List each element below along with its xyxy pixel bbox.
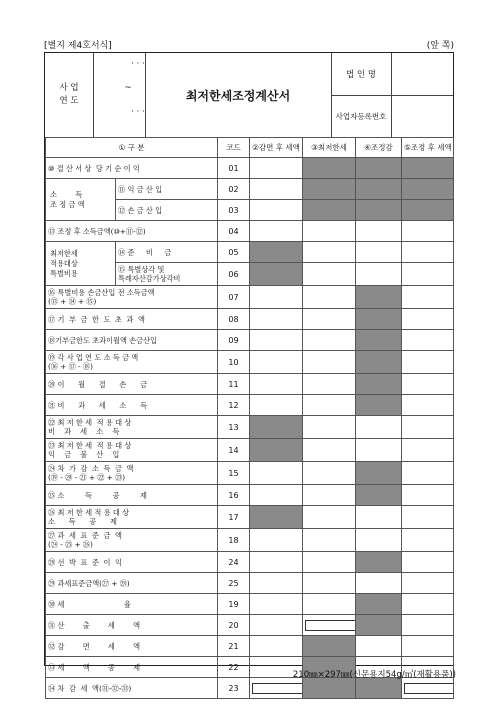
col-item-header: ① 구 분 (46, 138, 218, 158)
row-label: ⑫ 손 금 산 입 (116, 200, 218, 221)
value-cell (356, 200, 402, 221)
value-cell[interactable] (250, 529, 303, 552)
row-label: ㉖ 최 저 한 세 적 용 대 상 소 득 공 제 (46, 506, 218, 529)
row-label: ⑪ 익 금 산 입 (116, 179, 218, 200)
value-cell (356, 179, 402, 200)
value-cell[interactable] (402, 573, 454, 594)
value-cell[interactable] (250, 179, 303, 200)
row-label: ㉗ 과 세 표 준 금 액 (㉔ - ㉕ + ㉖) (46, 529, 218, 552)
table-row (46, 552, 454, 573)
corp-name-label: 법 인 명 (345, 70, 377, 80)
value-cell[interactable] (250, 636, 303, 657)
value-cell (356, 485, 402, 506)
entry-box[interactable] (252, 683, 303, 694)
value-cell[interactable] (303, 309, 356, 330)
value-cell (356, 552, 402, 573)
value-cell[interactable] (250, 485, 303, 506)
value-cell[interactable] (303, 439, 356, 462)
row-label: ㉛ 산 출 세 액 (46, 615, 218, 636)
row-code: 19 (218, 594, 250, 615)
table-row (46, 594, 454, 615)
value-cell[interactable] (402, 529, 454, 552)
value-cell[interactable] (402, 678, 454, 699)
column-header-row (46, 138, 454, 158)
value-cell[interactable] (356, 242, 402, 263)
value-cell[interactable] (303, 395, 356, 416)
row-label: ㉙ 과세표준금액(㉗ + ㉘) (46, 573, 218, 594)
year-start-dots: · · · (131, 59, 145, 69)
value-cell (303, 636, 356, 657)
value-cell[interactable] (303, 221, 356, 242)
value-cell (356, 395, 402, 416)
value-cell[interactable] (356, 221, 402, 242)
value-cell (250, 506, 303, 529)
value-cell (356, 309, 402, 330)
row-label: ⑲ 각 사 업 연 도 소 득 금 액 (⑯ + ⑰ - ⑱) (46, 351, 218, 374)
entry-box[interactable] (404, 683, 454, 694)
value-cell[interactable] (402, 374, 454, 395)
value-cell[interactable] (402, 395, 454, 416)
value-cell[interactable] (250, 594, 303, 615)
value-cell[interactable] (303, 416, 356, 439)
value-cell[interactable] (250, 573, 303, 594)
row-code: 13 (218, 416, 250, 439)
value-cell[interactable] (250, 395, 303, 416)
row-code: 07 (218, 286, 250, 309)
col-adjusted-tax-header: ⑤조정 후 세액 (402, 138, 454, 158)
table-row (46, 395, 454, 416)
value-cell (356, 374, 402, 395)
value-cell[interactable] (303, 286, 356, 309)
value-cell (356, 351, 402, 374)
row-code: 05 (218, 242, 250, 263)
value-cell[interactable] (356, 506, 402, 529)
value-cell (402, 200, 454, 221)
value-cell[interactable] (250, 200, 303, 221)
row-label: ㉘ 선 박 표 준 이 익 (46, 552, 218, 573)
row-code: 17 (218, 506, 250, 529)
value-cell (356, 615, 402, 636)
row-code: 20 (218, 615, 250, 636)
value-cell[interactable] (356, 439, 402, 462)
row-label: ⑰ 기 부 금 한 도 초 과 액 (46, 309, 218, 330)
value-cell[interactable] (303, 594, 356, 615)
value-cell[interactable] (250, 309, 303, 330)
form-title: 최저한세조정계산서 (185, 88, 291, 103)
table-row (46, 506, 454, 529)
row-code: 12 (218, 395, 250, 416)
table-row (46, 286, 454, 309)
value-cell[interactable] (402, 242, 454, 263)
value-cell (356, 286, 402, 309)
row-code: 24 (218, 552, 250, 573)
row-code: 15 (218, 462, 250, 485)
table-row (46, 678, 454, 699)
value-cell[interactable] (402, 462, 454, 485)
row-label: ⑮ 특별상각 및 특례자산감가상각비 (116, 263, 218, 286)
row-group-label: 최저한세 적용대상 특별비용 (46, 242, 116, 286)
row-code: 01 (218, 158, 250, 179)
paper-spec: 210㎜×297㎜(신문용지54g/㎡(재활용품)) (292, 670, 456, 680)
row-code: 21 (218, 636, 250, 657)
form-number: [별지 제4호서식] (44, 41, 112, 51)
value-cell (303, 200, 356, 221)
row-label: ㉒ 최 저 한 세 적 용 대 상 비 과 세 소 득 (46, 416, 218, 439)
table-row (46, 529, 454, 552)
row-label: ㉞ 차 감 세 액(㉛-㉜-㉝) (46, 678, 218, 699)
table-row (46, 636, 454, 657)
row-code: 10 (218, 351, 250, 374)
value-cell[interactable] (356, 416, 402, 439)
value-cell[interactable] (402, 485, 454, 506)
row-code: 18 (218, 529, 250, 552)
year-end-dots: · · · (131, 107, 145, 117)
table-row (46, 351, 454, 374)
row-label: ㉝ 세 액 공 제 (46, 657, 218, 678)
entry-box[interactable] (305, 620, 356, 631)
row-label: ⑩ 결 산 서 상 당 기 순 이 익 (46, 158, 218, 179)
value-cell[interactable] (402, 330, 454, 351)
table-row (46, 179, 454, 200)
table-row (46, 330, 454, 351)
value-cell[interactable] (303, 351, 356, 374)
row-code: 06 (218, 263, 250, 286)
value-cell[interactable] (303, 506, 356, 529)
form-top-section (45, 53, 453, 138)
value-cell (303, 179, 356, 200)
value-cell (402, 179, 454, 200)
table-row (46, 416, 454, 439)
row-code: 11 (218, 374, 250, 395)
table-row (46, 158, 454, 179)
table-row (46, 242, 454, 263)
row-label: ⑳ 이 월 결 손 금 (46, 374, 218, 395)
value-cell (250, 439, 303, 462)
value-cell[interactable] (303, 330, 356, 351)
row-code: 02 (218, 179, 250, 200)
table-row (46, 615, 454, 636)
value-cell[interactable] (402, 594, 454, 615)
value-cell[interactable] (402, 221, 454, 242)
value-cell[interactable] (303, 374, 356, 395)
col-code-header: 코드 (218, 138, 250, 158)
value-cell[interactable] (303, 552, 356, 573)
table-row (46, 439, 454, 462)
row-code: 08 (218, 309, 250, 330)
value-cell (356, 678, 402, 699)
row-code: 25 (218, 573, 250, 594)
row-label: ⑯ 특별비용 손금산입 전 소득금액 (⑬ + ⑭ + ⑮) (46, 286, 218, 309)
value-cell (303, 678, 356, 699)
calc-table (45, 137, 454, 699)
value-cell[interactable] (250, 615, 303, 636)
row-code: 22 (218, 657, 250, 678)
table-row (46, 309, 454, 330)
value-cell (356, 594, 402, 615)
table-row (46, 462, 454, 485)
value-cell[interactable] (402, 309, 454, 330)
table-row (46, 374, 454, 395)
value-cell[interactable] (250, 330, 303, 351)
value-cell (356, 330, 402, 351)
value-cell[interactable] (402, 286, 454, 309)
value-cell (250, 242, 303, 263)
row-label: ㉑ 비 과 세 소 득 (46, 395, 218, 416)
value-cell[interactable] (250, 552, 303, 573)
value-cell[interactable] (250, 462, 303, 485)
year-range-dash: ~ (124, 83, 132, 93)
value-cell[interactable] (303, 485, 356, 506)
row-code: 03 (218, 200, 250, 221)
value-cell[interactable] (356, 529, 402, 552)
reg-no-label: 사업자등록번호 (335, 111, 387, 121)
value-cell (250, 263, 303, 286)
row-label: ㉔ 차 가 감 소 득 금 액 (⑲ - ⑳ - ㉑ + ㉒ + ㉓) (46, 462, 218, 485)
row-code: 14 (218, 439, 250, 462)
value-cell[interactable] (303, 462, 356, 485)
value-cell[interactable] (250, 221, 303, 242)
row-label: ㉕ 소 득 공 제 (46, 485, 218, 506)
value-cell[interactable] (303, 573, 356, 594)
row-code: 09 (218, 330, 250, 351)
value-cell[interactable] (303, 263, 356, 286)
value-cell[interactable] (250, 374, 303, 395)
value-cell (303, 158, 356, 179)
row-label: ⑬ 조정 후 소득금액(⑩+⑪-⑫) (46, 221, 218, 242)
value-cell[interactable] (402, 552, 454, 573)
col-reduced-tax-header: ②감면 후 세액 (250, 138, 303, 158)
row-label: ㉚ 세 율 (46, 594, 218, 615)
row-label: ⑱기부금한도 초과이월액 손금산입 (46, 330, 218, 351)
value-cell[interactable] (402, 351, 454, 374)
value-cell[interactable] (250, 158, 303, 179)
value-cell (402, 158, 454, 179)
business-year-label: 사 업 연 도 (59, 83, 79, 106)
value-cell[interactable] (250, 286, 303, 309)
table-row (46, 485, 454, 506)
value-cell[interactable] (303, 615, 356, 636)
row-code: 23 (218, 678, 250, 699)
value-cell[interactable] (402, 263, 454, 286)
row-code: 04 (218, 221, 250, 242)
col-min-tax-header: ③최저한세 (303, 138, 356, 158)
value-cell (250, 416, 303, 439)
value-cell (356, 158, 402, 179)
value-cell[interactable] (402, 636, 454, 657)
value-cell[interactable] (402, 439, 454, 462)
table-row (46, 573, 454, 594)
value-cell[interactable] (356, 263, 402, 286)
value-cell (356, 462, 402, 485)
value-cell[interactable] (250, 351, 303, 374)
value-cell[interactable] (303, 242, 356, 263)
row-label: ⑭ 준 비 금 (116, 242, 218, 263)
page-side: (앞 쪽) (426, 41, 454, 51)
row-label: ㉓ 최 저 한 세 적 용 대 상 익 금 불 산 입 (46, 439, 218, 462)
table-row (46, 221, 454, 242)
value-cell[interactable] (303, 529, 356, 552)
value-cell[interactable] (250, 678, 303, 699)
row-label: ㉜ 감 면 세 액 (46, 636, 218, 657)
row-code: 16 (218, 485, 250, 506)
col-adjust-header: ④조정감 (356, 138, 402, 158)
value-cell[interactable] (402, 615, 454, 636)
value-cell[interactable] (402, 416, 454, 439)
value-cell[interactable] (356, 573, 402, 594)
value-cell[interactable] (356, 636, 402, 657)
row-group-label: 소 득 조 정 금 액 (46, 179, 116, 221)
value-cell[interactable] (402, 506, 454, 529)
